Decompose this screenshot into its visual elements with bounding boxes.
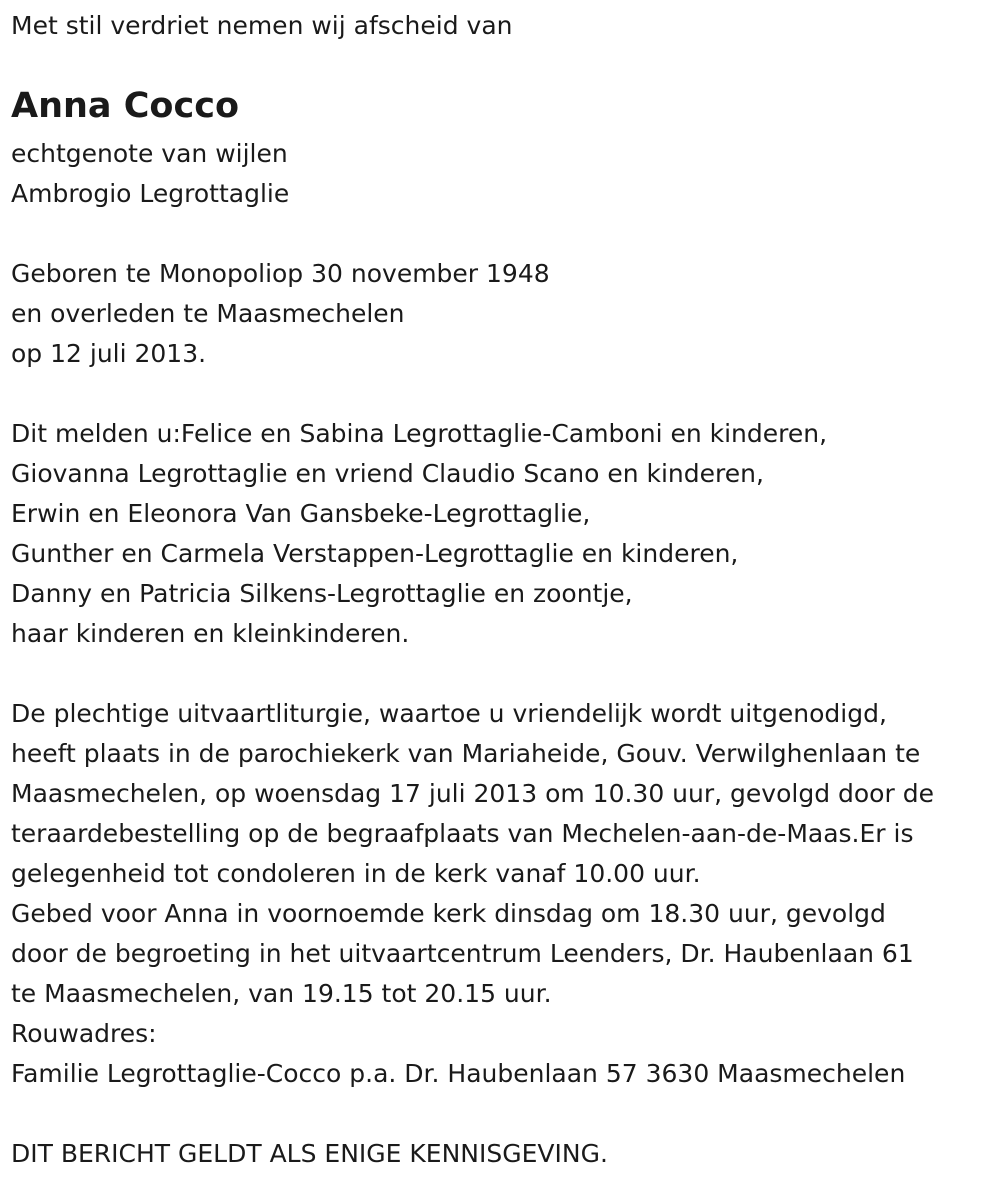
family-line: Danny en Patricia Silkens-Legrottaglie en zoontje,: [11, 579, 633, 608]
family-block: [11, 414, 827, 654]
birth-death-block: [11, 254, 550, 374]
intro-line: Met stil verdriet nemen wij afscheid van: [11, 11, 513, 40]
family-line: Gunther en Carmela Verstappen-Legrottaglie en kinderen,: [11, 539, 739, 568]
spouse-block: [11, 134, 289, 214]
birth-death-line: op 12 juli 2013.: [11, 339, 207, 368]
spouse-line: echtgenote van wijlen: [11, 139, 288, 168]
service-line: gelegenheid tot condoleren in de kerk vanaf 10.00 uur.: [11, 859, 701, 888]
mourning-address: Familie Legrottaglie-Cocco p.a. Dr. Haubenlaan 57 3630 Maasmechelen: [11, 1059, 906, 1088]
service-line: heeft plaats in de parochiekerk van Mariaheide, Gouv. Verwilghenlaan te: [11, 739, 921, 768]
spouse-line: Ambrogio Legrottaglie: [11, 179, 290, 208]
deceased-name: Anna Cocco: [11, 86, 239, 126]
service-line: door de begroeting in het uitvaartcentrum Leenders, Dr. Haubenlaan 61: [11, 939, 914, 968]
service-line: Maasmechelen, op woensdag 17 juli 2013 om 10.30 uur, gevolgd door de: [11, 779, 934, 808]
service-block: [11, 694, 934, 1094]
family-line: Erwin en Eleonora Van Gansbeke-Legrottaglie,: [11, 499, 591, 528]
service-line: Gebed voor Anna in voornoemde kerk dinsdag om 18.30 uur, gevolgd: [11, 899, 886, 928]
notice-line: DIT BERICHT GELDT ALS ENIGE KENNISGEVING.: [11, 1139, 608, 1168]
birth-death-line: Geboren te Monopoliop 30 november 1948: [11, 259, 550, 288]
mourning-address-label: Rouwadres:: [11, 1019, 157, 1048]
service-line: te Maasmechelen, van 19.15 tot 20.15 uur.: [11, 979, 552, 1008]
family-line: Dit melden u:Felice en Sabina Legrottaglie-Camboni en kinderen,: [11, 419, 828, 448]
service-line: De plechtige uitvaartliturgie, waartoe u vriendelijk wordt uitgenodigd,: [11, 699, 887, 728]
family-line: haar kinderen en kleinkinderen.: [11, 619, 410, 648]
family-line: Giovanna Legrottaglie en vriend Claudio Scano en kinderen,: [11, 459, 764, 488]
birth-death-line: en overleden te Maasmechelen: [11, 299, 405, 328]
service-line: teraardebestelling op de begraafplaats van Mechelen-aan-de-Maas.Er is: [11, 819, 914, 848]
